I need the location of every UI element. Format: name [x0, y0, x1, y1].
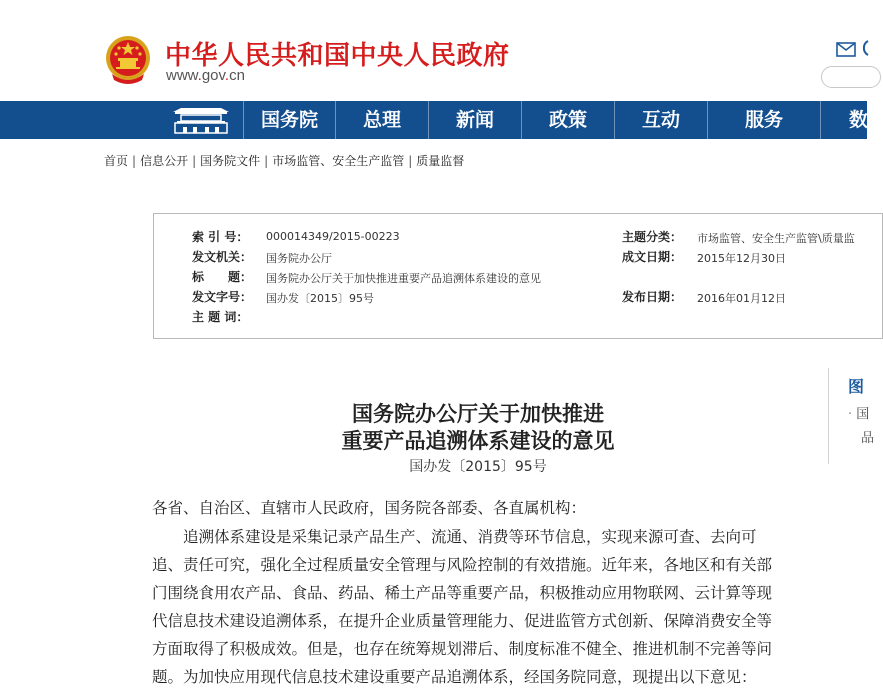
- bullet-icon: ·: [848, 407, 857, 422]
- search-input[interactable]: [821, 66, 881, 88]
- side-panel-item-continued[interactable]: 品: [861, 431, 875, 446]
- side-panel-title[interactable]: 图: [848, 377, 865, 396]
- domain-dot: .: [197, 67, 202, 84]
- breadcrumb-state-council-docs[interactable]: 国务院文件: [200, 154, 261, 168]
- breadcrumb-home[interactable]: 首页: [104, 154, 129, 168]
- article-document-number: 国办发〔2015〕95号: [409, 459, 547, 475]
- side-panel-item[interactable]: [848, 403, 869, 422]
- nav-item-data[interactable]: 数: [849, 109, 869, 131]
- article-paragraph-line: 方面取得了积极成效。但是，也存在统筹规划滞后、制度标准不健全、推进机制不完善等问: [152, 640, 773, 658]
- publish-date-value: 2016年01月12日: [697, 292, 786, 305]
- article-title-line-1: 国务院办公厅关于加快推进: [352, 402, 604, 426]
- national-emblem-icon[interactable]: [104, 34, 152, 86]
- site-domain[interactable]: [166, 67, 245, 84]
- nav-item-premier[interactable]: 总理: [336, 101, 429, 139]
- nav-item-policy[interactable]: 政策: [522, 101, 615, 139]
- domain-suffix: cn: [229, 67, 245, 84]
- topic-category-value: 市场监管、安全生产监管\质量监: [697, 232, 855, 245]
- breadcrumb-separator: |: [264, 154, 269, 168]
- breadcrumb-separator: |: [408, 154, 413, 168]
- article-salutation: 各省、自治区、直辖市人民政府，国务院各部委、各直属机构：: [152, 499, 587, 517]
- article-paragraph-line: 代信息技术建设追溯体系，在提升企业质量管理能力、促进监管方式创新、保障消费安全等: [152, 612, 773, 630]
- keywords-label: 主 题 词：: [192, 310, 249, 324]
- document-number-label: 发文字号：: [192, 290, 253, 304]
- side-divider: [828, 368, 829, 464]
- domain-prefix: www: [166, 67, 198, 84]
- article-title-line-2: 重要产品追溯体系建设的意见: [341, 429, 615, 453]
- creation-date-value: 2015年12月30日: [697, 252, 786, 265]
- document-number-value: 国办发〔2015〕95号: [266, 292, 374, 305]
- document-info-box: [153, 213, 883, 339]
- side-panel-item-text: 国: [856, 407, 870, 422]
- article-paragraph-line: 门围绕食用农产品、食品、药品、稀土产品等重要产品，积极推动应用物联网、云计算等现: [152, 584, 773, 602]
- nav-item-services[interactable]: 服务: [708, 101, 821, 139]
- breadcrumb-separator: |: [132, 154, 137, 168]
- main-nav: [0, 101, 867, 139]
- tiananmen-icon: [171, 105, 231, 135]
- domain-name: gov: [201, 67, 225, 84]
- title-label: 标 题：: [192, 270, 253, 284]
- nav-item-interaction[interactable]: 互动: [615, 101, 708, 139]
- partial-icon[interactable]: [859, 38, 869, 58]
- index-number-value: 000014349/2015-00223: [266, 230, 400, 243]
- nav-home-button[interactable]: [158, 101, 244, 139]
- breadcrumb-quality-supervision[interactable]: 质量监督: [416, 154, 465, 168]
- nav-item-news[interactable]: 新闻: [429, 101, 522, 139]
- nav-item-state-council[interactable]: 国务院: [244, 101, 336, 139]
- creation-date-label: 成文日期：: [622, 250, 683, 264]
- breadcrumb-separator: |: [192, 154, 197, 168]
- site-title[interactable]: 中华人民共和国中央人民政府: [165, 41, 510, 71]
- topic-category-label: 主题分类：: [622, 230, 683, 244]
- issuing-authority-label: 发文机关：: [192, 250, 253, 264]
- article-paragraph-line: 追、责任可究，强化全过程质量安全管理与风险控制的有效措施。近年来，各地区和有关部: [152, 556, 773, 574]
- issuing-authority-value: 国务院办公厅: [266, 252, 332, 265]
- site-header: [0, 0, 867, 101]
- breadcrumb: [104, 152, 464, 169]
- domain-dot: .: [224, 67, 230, 84]
- article-paragraph-line: 题。为加快应用现代信息技术建设重要产品追溯体系，经国务院同意，现提出以下意见：: [152, 668, 757, 686]
- mail-icon[interactable]: [836, 42, 856, 57]
- breadcrumb-market-supervision[interactable]: 市场监管、安全生产监管: [272, 154, 405, 168]
- publish-date-label: 发布日期：: [622, 290, 683, 304]
- article-paragraph-line: 追溯体系建设是采集记录产品生产、流通、消费等环节信息，实现来源可查、去向可: [152, 528, 757, 546]
- index-number-label: 索 引 号：: [192, 230, 249, 244]
- title-value: 国务院办公厅关于加快推进重要产品追溯体系建设的意见: [266, 272, 541, 285]
- breadcrumb-info-disclosure[interactable]: 信息公开: [140, 154, 189, 168]
